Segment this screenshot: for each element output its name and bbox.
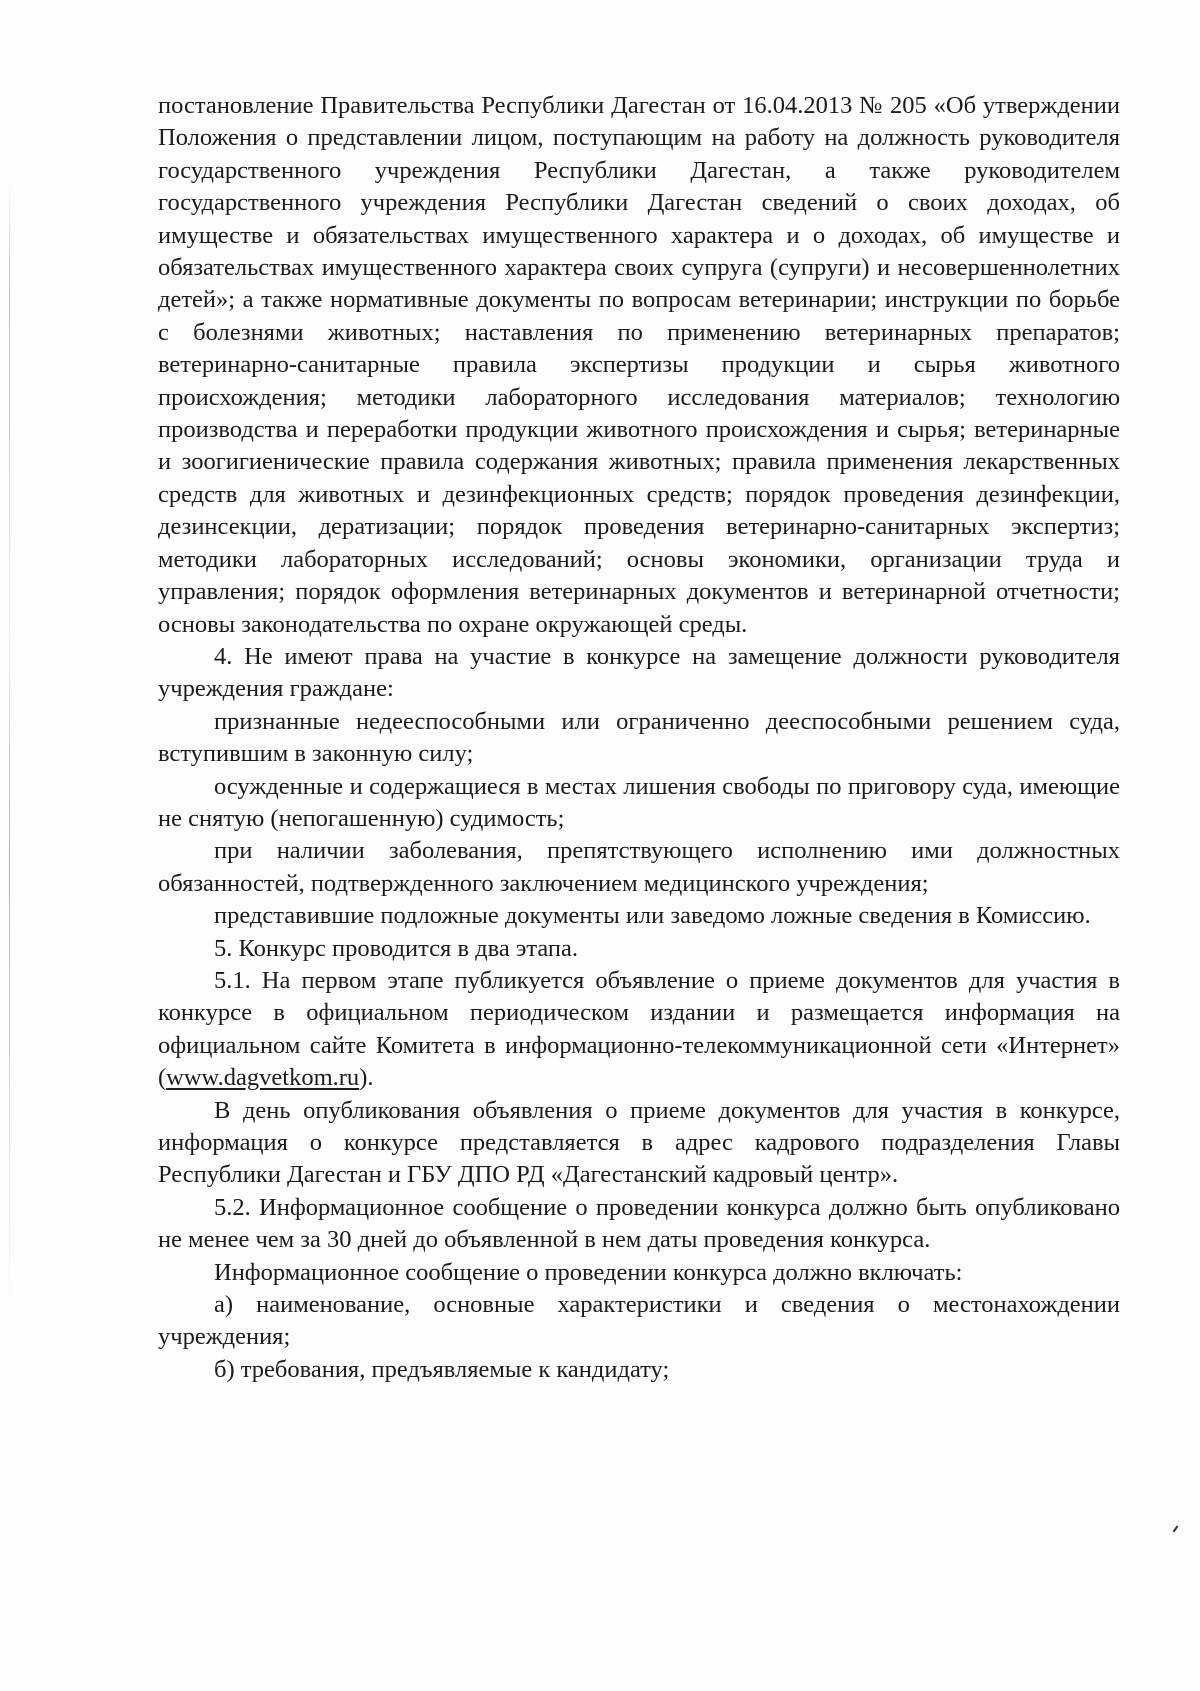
paragraph-false-documents: представившие подложные документы или заведомо ложные сведения в Комиссию. [214,902,1091,930]
scan-mark [1173,1526,1179,1533]
paragraph-qualifications: постановление Правительства Республики Дагестан от 16.04.2013 № 205 «Об утверждении Положения о представлении лицом, поступающим на работу на должность руководителя государственного учреждения Республики Дагестан, а также руководителем государственного учреждения Республики Дагестан сведений о своих доходах, об имуществе и обязательствах имущественного характера и о доходах, об имуществе и обязательствах имущественного характера своих супруга (супруги) и несовершеннолетних детей»; а также нормативные документы по вопросам ветеринарии; инструкции по борьбе с болезнями животных; наставления по применению ветеринарных препаратов; ветеринарно-санитарные правила экспертизы продукции и сырья животного происхождения; методики лабораторного исследования материалов; технологию производства и переработки продукции животного происхождения и сырья; ветеринарные и зоогигиенические правила содержания животных; правила применения лекарственных средств для животных и дезинфекционных средств; порядок проведения дезинфекции, дезинсекции, дератизации; порядок проведения ветеринарно-санитарных экспертиз; методики лабораторных исследований; основы экономики, организации труда и управления; порядок оформления ветеринарных документов и ветеринарной отчетности; основы законодательства по охране окружающей среды. [158,92,1120,638]
website-link[interactable]: www.dagvetkom.ru [166,1064,360,1092]
paragraph-item-5: 5. Конкурс проводится в два этапа. [214,934,579,962]
paragraph-item-5-1-tail: ). [359,1064,374,1092]
paragraph-subitem-b: б) требования, предъявляемые к кандидату; [214,1355,670,1383]
document-body [158,90,1120,1386]
paragraph-illness: при наличии заболевания, препятствующего исполнению ими должностных обязанностей, подтвержденного заключением медицинского учреждения; [158,837,1120,897]
paragraph-convicted: осужденные и содержащиеся в местах лишения свободы по приговору суда, имеющие не снятую (непогашенную) судимость; [158,772,1120,832]
paragraph-incapacitated: признанные недееспособными или ограниченно дееспособными решением суда, вступившим в законную силу; [158,707,1120,768]
paragraph-subitem-a: а) наименование, основные характеристики и сведения о местонахождении учреждения; [158,1291,1120,1351]
paragraph-item-5-2: 5.2. Информационное сообщение о проведении конкурса должно быть опубликовано не менее чем за 30 дней до объявленной в нем даты проведения конкурса. [158,1193,1120,1254]
paragraph-item-5-1 [158,965,1120,1095]
paragraph-item-4: 4. Не имеют права на участие в конкурсе на замещение должности руководителя учреждения граждане: [158,642,1120,703]
paragraph-item-5-1-text: 5.1. На первом этапе публикуется объявление о приеме документов для участия в конкурсе в официальном периодическом издании и размещается информация на официальном сайте Комитета в информационно-телекоммуникационной сети «Интернет» ( [158,966,1120,1092]
paragraph-publication-day: В день опубликования объявления о приеме документов для участия в конкурсе, информация о конкурсе представляется в адрес кадрового подразделения Главы Республики Дагестан и ГБУ ДПО РД «Дагестанский кадровый центр». [158,1096,1120,1189]
scan-artifact-line [9,180,10,1320]
paragraph-message-contents: Информационное сообщение о проведении конкурса должно включать: [214,1258,963,1286]
